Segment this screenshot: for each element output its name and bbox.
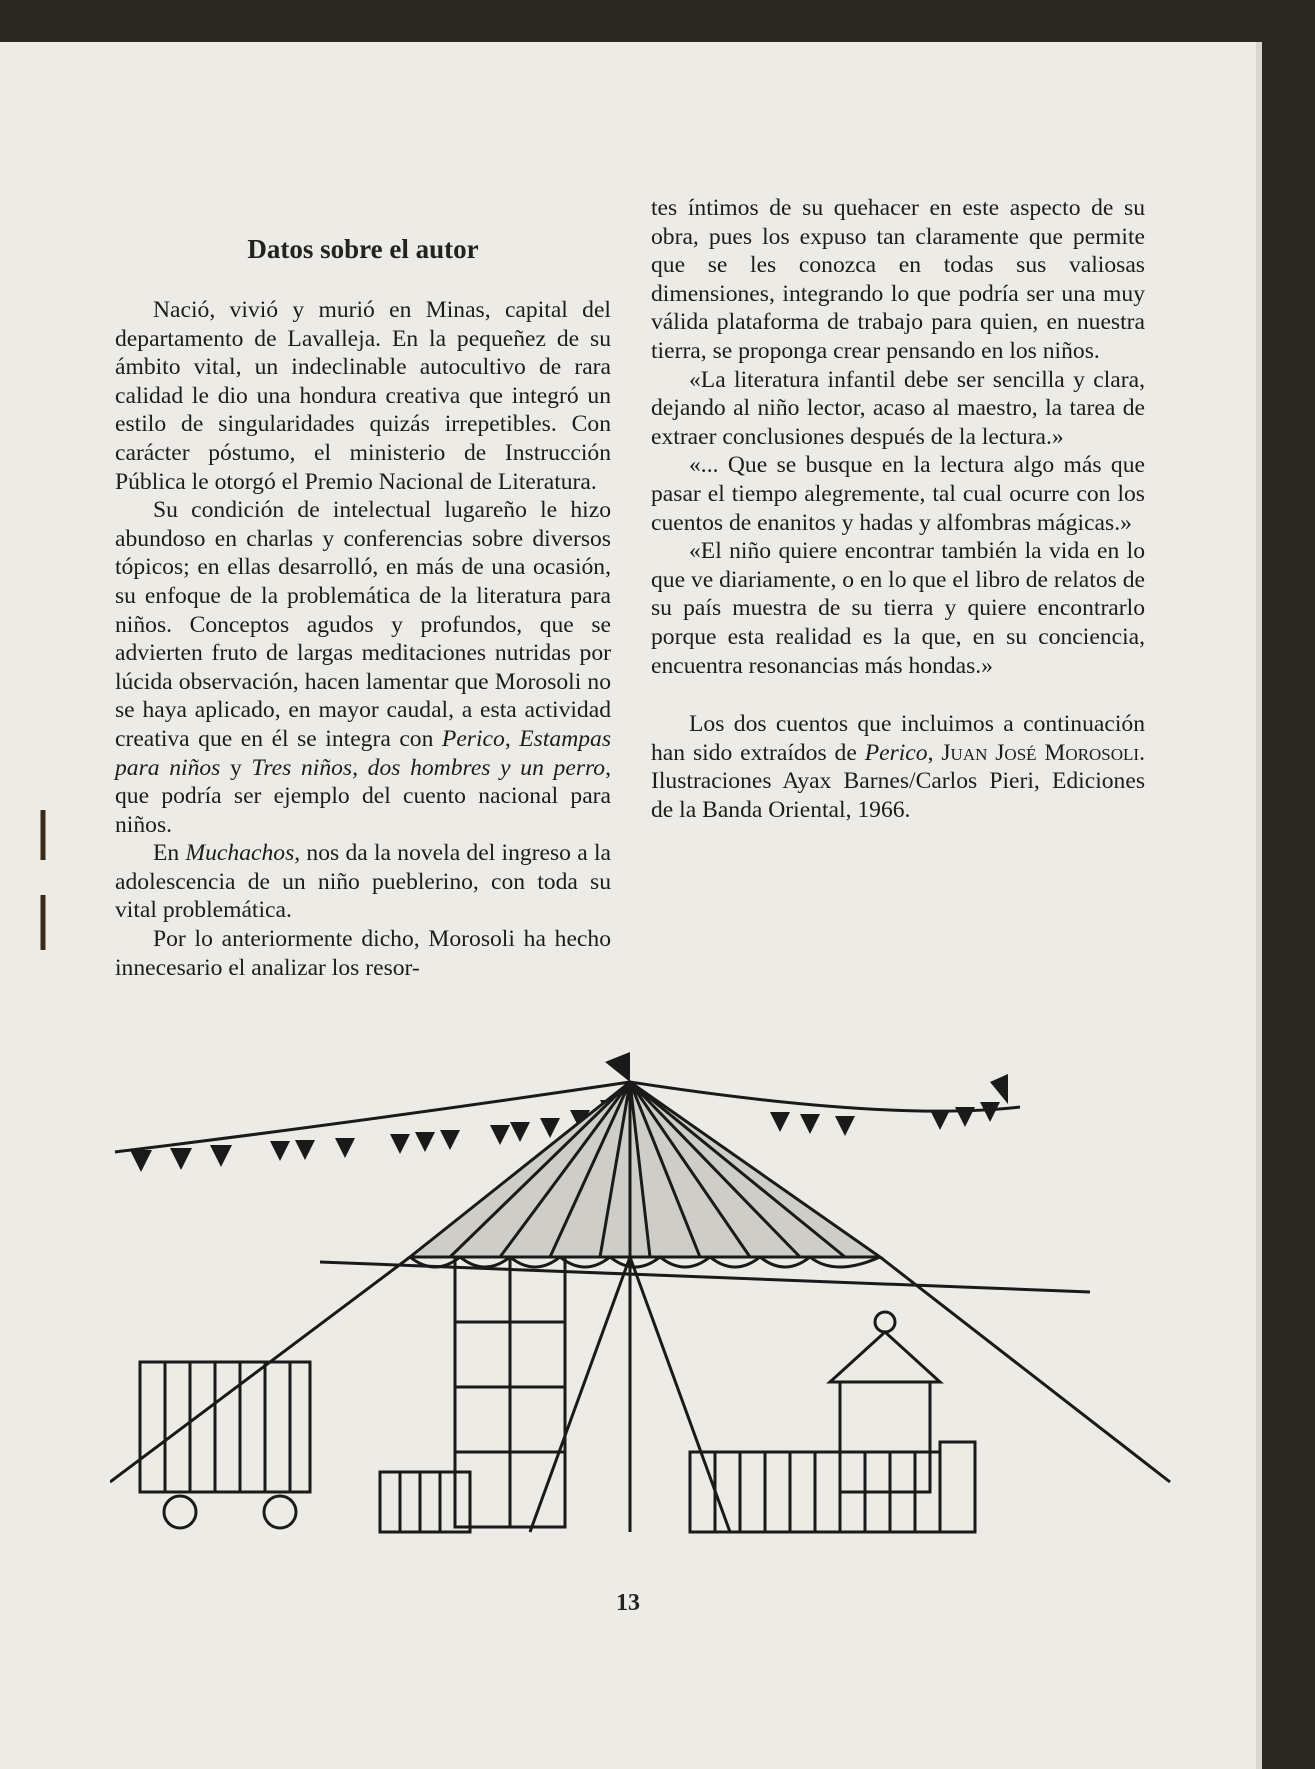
paragraph: Su condición de intelectual lugareño le hizo abundoso en charlas y conferencias sobre diversos tópicos; en ellas desarrolló, en más de una ocasión, su enfoque de la problemática de la literatura para niños. Conceptos agudos y profundos, que se advierten fruto de largas meditaciones nutridas por lúcida observación, hacen lamentar que Morosoli no se haya aplicado, en mayor caudal, a esta actividad creativa que en él se integra con Perico, Estampas para niños y Tres niños, dos hombres y un perro, que podría ser ejemplo del cuento nacional para niños.: [115, 497, 612, 838]
binding-staple-marks: [36, 800, 50, 980]
paragraph: En Muchachos, nos da la novela del ingreso a la adolescencia de un niño pueblerino, con toda su vital problemática.: [115, 840, 612, 924]
quote-paragraph: «... Que se busque en la lectura algo más que pasar el tiempo alegremente, tal cual ocurre con los cuentos de enanitos y hadas y alfombras mágicas.»: [651, 452, 1145, 536]
left-column: [115, 232, 611, 982]
paragraph: tes íntimos de su quehacer en este aspecto de su obra, pues los expuso tan claramente que permite que se les conozca en todas sus valiosas dimensiones, integrando lo que podría ser una muy válida plataforma de trabajo para quien, en nuestra tierra, se proponga crear pensando en los niños.: [651, 195, 1145, 364]
page-number: 13: [616, 1590, 640, 1616]
right-column: [651, 194, 1145, 824]
circus-tent-illustration: [110, 1052, 1210, 1592]
quote-paragraph: «El niño quiere encontrar también la vida en lo que ve diariamente, o en lo que el libro de relatos de su país muestra de su tierra y quiere encontrarlo porque esta realidad es la que, en su conciencia, encuentra resonancias más hondas.»: [651, 538, 1145, 679]
quote-paragraph: «La literatura infantil debe ser sencilla y clara, dejando al niño lector, acaso al maestro, la tarea de extraer conclusiones después de la lectura.»: [651, 366, 1145, 450]
source-note: Los dos cuentos que incluimos a continuación han sido extraídos de Perico, Juan José Morosoli. Ilustraciones Ayax Barnes/Carlos Pieri, Ediciones de la Banda Oriental, 1966.: [651, 711, 1145, 823]
paragraph: Nació, vivió y murió en Minas, capital del departamento de Lavalleja. En la pequeñez de su ámbito vital, un indeclinable autocultivo de rara calidad le dio una hondura creativa que integró un estilo de singularidades quizás irrepetibles. Con carácter póstumo, el ministerio de Instrucción Pública le otorgó el Premio Nacional de Literatura.: [115, 297, 611, 495]
book-page: [0, 42, 1262, 1769]
section-heading: Datos sobre el autor: [247, 234, 479, 264]
paragraph: Por lo anteriormente dicho, Morosoli ha hecho innecesario el analizar los resor-: [115, 926, 611, 981]
